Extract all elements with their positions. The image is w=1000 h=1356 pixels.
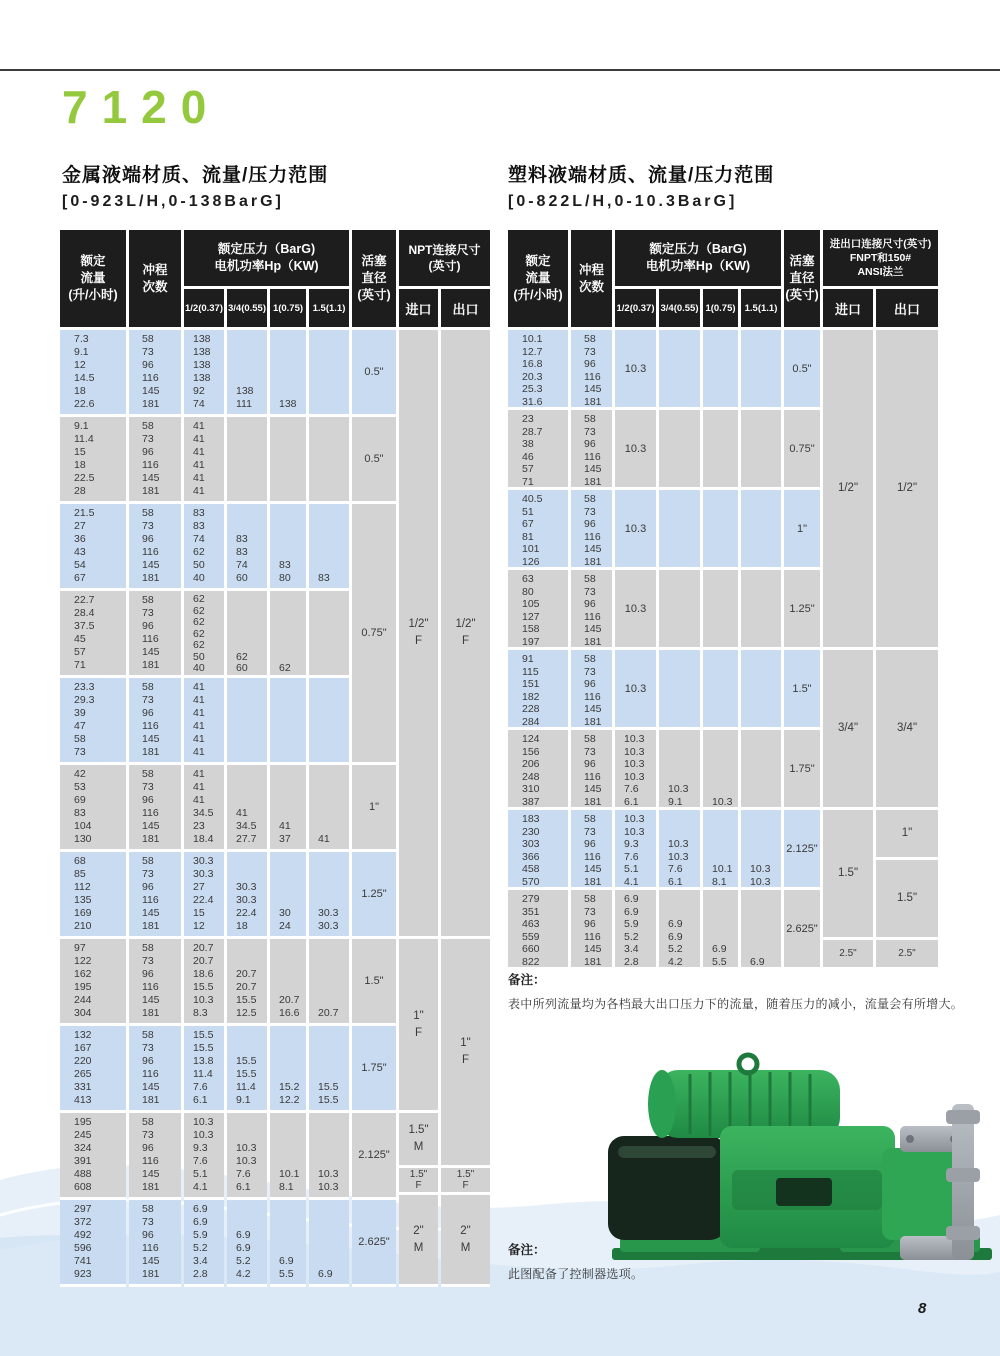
piston-cell: 2.625" <box>784 890 820 970</box>
pressure-threequarter-hp-cell: 62 60 <box>227 591 267 678</box>
pressure-one-hp-cell: 10.3 <box>703 730 738 810</box>
strokes-cell: 58 73 96 116 145 181 <box>129 1113 181 1200</box>
flow-note-text: 表中所列流量均为各档最大出口压力下的流量，随着压力的减小，流量会有所增大。 <box>508 997 964 1011</box>
strokes-cell: 58 73 96 116 145 181 <box>129 417 181 504</box>
pressure-threequarter-hp-cell <box>659 490 700 570</box>
strokes-column <box>571 330 612 970</box>
pressure-subcol-header: 3/4(0.55) <box>659 289 700 327</box>
piston-cell: 0.5" <box>352 417 396 504</box>
outlet-column <box>876 330 938 970</box>
outlet-conn-cell: 3/4" <box>876 650 938 810</box>
pressure-half-hp-cell: 15.5 15.5 13.8 11.4 7.6 6.1 <box>184 1026 224 1113</box>
connection-group-title: NPT连接尺寸 (英寸) <box>399 230 490 286</box>
strokes-cell: 58 73 96 116 145 181 <box>129 591 181 678</box>
flow-cell: 297 372 492 596 741 923 <box>60 1200 126 1287</box>
inlet-conn-cell: 1.5" F <box>399 1168 438 1195</box>
pressure-one-hp-cell <box>703 330 738 410</box>
pressure-half-hp-cell: 30.3 30.3 27 22.4 15 12 <box>184 852 224 939</box>
pressure-threequarter-hp-cell <box>659 330 700 410</box>
controller-note-text: 此图配备了控制器选项。 <box>508 1267 644 1281</box>
flow-cell: 7.3 9.1 12 14.5 18 22.6 <box>60 330 126 417</box>
pressure-group-title: 额定压力（BarG) 电机功率Hp（KW) <box>184 230 349 286</box>
strokes-cell: 58 73 96 116 145 181 <box>571 490 612 570</box>
pressure-onehalf-hp-cell: 10.3 10.3 <box>741 810 781 890</box>
piston-cell: 1.25" <box>784 570 820 650</box>
flow-cell: 22.7 28.4 37.5 45 57 71 <box>60 591 126 678</box>
pressure-threequarter-hp-cell: 10.3 9.1 <box>659 730 700 810</box>
pressure-one-hp-column <box>703 330 738 970</box>
pressure-one-hp-cell: 6.9 5.5 <box>703 890 738 970</box>
pressure-half-hp-cell: 6.9 6.9 5.9 5.2 3.4 2.8 <box>615 890 656 970</box>
inlet-column <box>823 330 873 970</box>
pressure-half-hp-cell: 10.3 <box>615 330 656 410</box>
pressure-subcol-header: 1/2(0.37) <box>615 289 656 327</box>
pressure-onehalf-hp-cell: 10.3 10.3 <box>309 1113 349 1200</box>
pressure-onehalf-hp-cell <box>741 490 781 570</box>
pressure-one-hp-cell: 15.2 12.2 <box>270 1026 306 1113</box>
pressure-one-hp-cell <box>703 410 738 490</box>
pressure-one-hp-cell: 138 <box>270 330 306 417</box>
piston-cell: 2.125" <box>352 1113 396 1200</box>
piston-cell: 0.5" <box>784 330 820 410</box>
metal-end-table <box>60 230 490 1287</box>
pressure-threequarter-hp-cell <box>227 678 267 765</box>
strokes-cell: 58 73 96 116 145 181 <box>129 504 181 591</box>
pressure-one-hp-cell: 10.1 8.1 <box>703 810 738 890</box>
pressure-onehalf-hp-cell <box>741 570 781 650</box>
piston-cell: 0.5" <box>352 330 396 417</box>
inlet-conn-cell: 2.5" <box>823 940 873 970</box>
pressure-onehalf-hp-cell: 20.7 <box>309 939 349 1026</box>
pressure-one-hp-cell: 10.1 8.1 <box>270 1113 306 1200</box>
connection-subheader-row <box>399 289 490 327</box>
pressure-one-hp-cell <box>270 678 306 765</box>
inlet-conn-cell: 1.5" M <box>399 1113 438 1168</box>
flow-column <box>508 330 568 970</box>
pressure-onehalf-hp-cell: 6.9 <box>741 890 781 970</box>
outlet-conn-cell: 2.5" <box>876 940 938 970</box>
plastic-end-table <box>508 230 938 970</box>
flow-cell: 132 167 220 265 331 413 <box>60 1026 126 1113</box>
pressure-threequarter-hp-cell: 6.9 6.9 5.2 4.2 <box>227 1200 267 1287</box>
pressure-half-hp-cell: 41 41 41 34.5 23 18.4 <box>184 765 224 852</box>
page-number: 8 <box>918 1300 927 1317</box>
piston-header: 活塞 直径 (英寸) <box>784 230 820 327</box>
piston-cell: 0.75" <box>352 504 396 765</box>
inlet-conn-cell: 2" M <box>399 1195 438 1287</box>
right-section-range: [0-822L/H,0-10.3BarG] <box>508 193 738 210</box>
pressure-group-title: 额定压力（BarG) 电机功率Hp（KW) <box>615 230 781 286</box>
strokes-column <box>129 330 181 1287</box>
piston-cell: 0.75" <box>784 410 820 490</box>
pressure-subcol-header: 1(0.75) <box>703 289 738 327</box>
pressure-threequarter-hp-cell <box>659 410 700 490</box>
flow-cell: 97 122 162 195 244 304 <box>60 939 126 1026</box>
pressure-one-hp-cell: 20.7 16.6 <box>270 939 306 1026</box>
pressure-half-hp-column <box>615 330 656 970</box>
strokes-cell: 58 73 96 116 145 181 <box>129 330 181 417</box>
strokes-cell: 58 73 96 116 145 181 <box>571 730 612 810</box>
inlet-conn-cell: 3/4" <box>823 650 873 810</box>
pressure-one-hp-cell: 6.9 5.5 <box>270 1200 306 1287</box>
inlet-conn-cell: 1" F <box>399 939 438 1113</box>
piston-cell: 1.75" <box>784 730 820 810</box>
outlet-conn-cell: 1" <box>876 810 938 860</box>
piston-cell: 2.625" <box>352 1200 396 1287</box>
flow-cell: 68 85 112 135 169 210 <box>60 852 126 939</box>
pressure-threequarter-hp-cell: 6.9 6.9 5.2 4.2 <box>659 890 700 970</box>
pressure-onehalf-hp-cell <box>309 591 349 678</box>
inlet-conn-cell: 1/2" F <box>399 330 438 939</box>
strokes-header: 冲程 次数 <box>129 230 181 327</box>
piston-cell: 1.5" <box>352 939 396 1026</box>
left-section-title: 金属液端材质、流量/压力范围 <box>62 165 329 186</box>
flow-cell: 183 230 303 366 458 570 <box>508 810 568 890</box>
pressure-subcol-header: 1.5(1.1) <box>741 289 781 327</box>
outlet-conn-cell: 1.5" F <box>441 1168 490 1195</box>
flow-header: 额定 流量 (升/小时) <box>60 230 126 327</box>
piston-cell: 1.25" <box>352 852 396 939</box>
pressure-onehalf-hp-cell <box>309 330 349 417</box>
flow-note <box>508 970 988 1012</box>
flow-cell: 279 351 463 559 660 822 <box>508 890 568 970</box>
strokes-cell: 58 73 96 116 145 181 <box>129 1026 181 1113</box>
pressure-one-hp-cell <box>270 417 306 504</box>
strokes-cell: 58 73 96 116 145 181 <box>571 410 612 490</box>
pressure-onehalf-hp-cell <box>309 417 349 504</box>
pressure-header-group <box>184 230 349 327</box>
table-body <box>508 330 938 970</box>
table-header <box>508 230 938 327</box>
pressure-one-hp-cell: 83 80 <box>270 504 306 591</box>
pressure-onehalf-hp-cell: 41 <box>309 765 349 852</box>
pressure-half-hp-cell: 10.3 <box>615 650 656 730</box>
pressure-threequarter-hp-cell <box>659 650 700 730</box>
flow-cell: 40.5 51 67 81 101 126 <box>508 490 568 570</box>
strokes-cell: 58 73 96 116 145 181 <box>571 810 612 890</box>
pump-image <box>600 1040 1000 1270</box>
pressure-one-hp-cell <box>703 490 738 570</box>
pressure-one-hp-column <box>270 330 306 1287</box>
piston-header: 活塞 直径 (英寸) <box>352 230 396 327</box>
pressure-threequarter-hp-cell: 15.5 15.5 11.4 9.1 <box>227 1026 267 1113</box>
connection-header-group <box>399 230 490 327</box>
pressure-half-hp-cell: 62 62 62 62 62 50 40 <box>184 591 224 678</box>
outlet-conn-cell: 1/2" <box>876 330 938 650</box>
inlet-conn-cell: 1.5" <box>823 810 873 940</box>
piston-cell: 1" <box>352 765 396 852</box>
piston-column <box>352 330 396 1287</box>
piston-cell: 1.5" <box>784 650 820 730</box>
pressure-onehalf-hp-cell <box>741 410 781 490</box>
inlet-conn-cell: 1/2" <box>823 330 873 650</box>
pressure-onehalf-hp-cell: 83 <box>309 504 349 591</box>
pressure-onehalf-hp-cell: 6.9 <box>309 1200 349 1287</box>
flow-cell: 42 53 69 83 104 130 <box>60 765 126 852</box>
pressure-one-hp-cell: 62 <box>270 591 306 678</box>
pressure-half-hp-cell: 10.3 <box>615 570 656 650</box>
pressure-half-hp-cell: 41 41 41 41 41 41 <box>184 678 224 765</box>
pressure-subcol-header: 1(0.75) <box>270 289 306 327</box>
pressure-subheader-row <box>615 289 781 327</box>
pressure-onehalf-hp-cell <box>741 650 781 730</box>
piston-cell: 1.75" <box>352 1026 396 1113</box>
pressure-threequarter-hp-cell: 30.3 30.3 22.4 18 <box>227 852 267 939</box>
outlet-header: 出口 <box>876 289 938 327</box>
outlet-conn-cell: 1/2" F <box>441 330 490 939</box>
pressure-one-hp-cell <box>703 570 738 650</box>
pressure-one-hp-cell <box>703 650 738 730</box>
pressure-one-hp-cell: 41 37 <box>270 765 306 852</box>
pressure-half-hp-cell: 41 41 41 41 41 41 <box>184 417 224 504</box>
pressure-threequarter-hp-column <box>227 330 267 1287</box>
outlet-header: 出口 <box>441 289 490 327</box>
connection-subheader-row <box>823 289 938 327</box>
pressure-threequarter-hp-cell: 10.3 10.3 7.6 6.1 <box>659 810 700 890</box>
strokes-cell: 58 73 96 116 145 181 <box>129 939 181 1026</box>
controller-note <box>508 1240 988 1282</box>
outlet-conn-cell: 2" M <box>441 1195 490 1287</box>
pressure-threequarter-hp-cell: 20.7 20.7 15.5 12.5 <box>227 939 267 1026</box>
strokes-header: 冲程 次数 <box>571 230 612 327</box>
left-section-range: [0-923L/H,0-138BarG] <box>62 193 284 210</box>
strokes-cell: 58 73 96 116 145 181 <box>129 1200 181 1287</box>
piston-column <box>784 330 820 970</box>
pressure-half-hp-cell: 10.3 10.3 9.3 7.6 5.1 4.1 <box>184 1113 224 1200</box>
flow-column <box>60 330 126 1287</box>
pressure-half-hp-cell: 138 138 138 138 92 74 <box>184 330 224 417</box>
pressure-half-hp-cell: 6.9 6.9 5.9 5.2 3.4 2.8 <box>184 1200 224 1287</box>
pressure-threequarter-hp-cell: 83 83 74 60 <box>227 504 267 591</box>
flow-cell: 195 245 324 391 488 608 <box>60 1113 126 1200</box>
pressure-half-hp-cell: 83 83 74 62 50 40 <box>184 504 224 591</box>
pressure-onehalf-hp-cell <box>741 730 781 810</box>
outlet-conn-cell: 1.5" <box>876 860 938 940</box>
pressure-onehalf-hp-cell: 15.5 15.5 <box>309 1026 349 1113</box>
top-rule <box>0 69 1000 71</box>
strokes-cell: 58 73 96 116 145 181 <box>129 765 181 852</box>
piston-cell: 1" <box>784 490 820 570</box>
pressure-subcol-header: 1/2(0.37) <box>184 289 224 327</box>
pressure-subheader-row <box>184 289 349 327</box>
strokes-cell: 58 73 96 116 145 181 <box>571 330 612 410</box>
outlet-column <box>441 330 490 1287</box>
pressure-half-hp-cell: 10.3 10.3 10.3 10.3 7.6 6.1 <box>615 730 656 810</box>
flow-cell: 23 28.7 38 46 57 71 <box>508 410 568 490</box>
flow-cell: 23.3 29.3 39 47 58 73 <box>60 678 126 765</box>
controller-note-label: 备注： <box>508 1243 546 1257</box>
piston-cell: 2.125" <box>784 810 820 890</box>
flow-header: 额定 流量 (升/小时) <box>508 230 568 327</box>
pressure-one-hp-cell: 30 24 <box>270 852 306 939</box>
pressure-threequarter-hp-column <box>659 330 700 970</box>
model-number: 7120 <box>62 81 221 133</box>
table-body <box>60 330 490 1287</box>
strokes-cell: 58 73 96 116 145 181 <box>129 678 181 765</box>
inlet-header: 进口 <box>399 289 438 327</box>
pressure-threequarter-hp-cell <box>227 417 267 504</box>
flow-cell: 63 80 105 127 158 197 <box>508 570 568 650</box>
strokes-cell: 58 73 96 116 145 181 <box>571 570 612 650</box>
pressure-half-hp-cell: 20.7 20.7 18.6 15.5 10.3 8.3 <box>184 939 224 1026</box>
pressure-onehalf-hp-column <box>741 330 781 970</box>
table-header <box>60 230 490 327</box>
pressure-subcol-header: 1.5(1.1) <box>309 289 349 327</box>
pressure-subcol-header: 3/4(0.55) <box>227 289 267 327</box>
pressure-half-hp-cell: 10.3 10.3 9.3 7.6 5.1 4.1 <box>615 810 656 890</box>
pressure-threequarter-hp-cell: 10.3 10.3 7.6 6.1 <box>227 1113 267 1200</box>
inlet-header: 进口 <box>823 289 873 327</box>
inlet-column <box>399 330 438 1287</box>
pressure-half-hp-cell: 10.3 <box>615 410 656 490</box>
strokes-cell: 58 73 96 116 145 181 <box>129 852 181 939</box>
pressure-onehalf-hp-cell <box>741 330 781 410</box>
pressure-onehalf-hp-column <box>309 330 349 1287</box>
strokes-cell: 58 73 96 116 145 181 <box>571 650 612 730</box>
pressure-threequarter-hp-cell <box>659 570 700 650</box>
connection-header-group <box>823 230 938 327</box>
pressure-header-group <box>615 230 781 327</box>
flow-cell: 91 115 151 182 228 284 <box>508 650 568 730</box>
pressure-onehalf-hp-cell: 30.3 30.3 <box>309 852 349 939</box>
flow-cell: 10.1 12.7 16.8 20.3 25.3 31.6 <box>508 330 568 410</box>
strokes-cell: 58 73 96 116 145 181 <box>571 890 612 970</box>
outlet-conn-cell: 1" F <box>441 939 490 1168</box>
flow-cell: 21.5 27 36 43 54 67 <box>60 504 126 591</box>
flow-cell: 124 156 206 248 310 387 <box>508 730 568 810</box>
pressure-threequarter-hp-cell: 41 34.5 27.7 <box>227 765 267 852</box>
pressure-threequarter-hp-cell: 138 111 <box>227 330 267 417</box>
flow-note-label: 备注： <box>508 973 546 987</box>
right-section-title: 塑料液端材质、流量/压力范围 <box>508 165 775 186</box>
pressure-onehalf-hp-cell <box>309 678 349 765</box>
flow-cell: 9.1 11.4 15 18 22.5 28 <box>60 417 126 504</box>
pressure-half-hp-cell: 10.3 <box>615 490 656 570</box>
connection-group-title: 进出口连接尺寸(英寸) FNPT和150# ANSI法兰 <box>823 230 938 286</box>
pressure-half-hp-column <box>184 330 224 1287</box>
